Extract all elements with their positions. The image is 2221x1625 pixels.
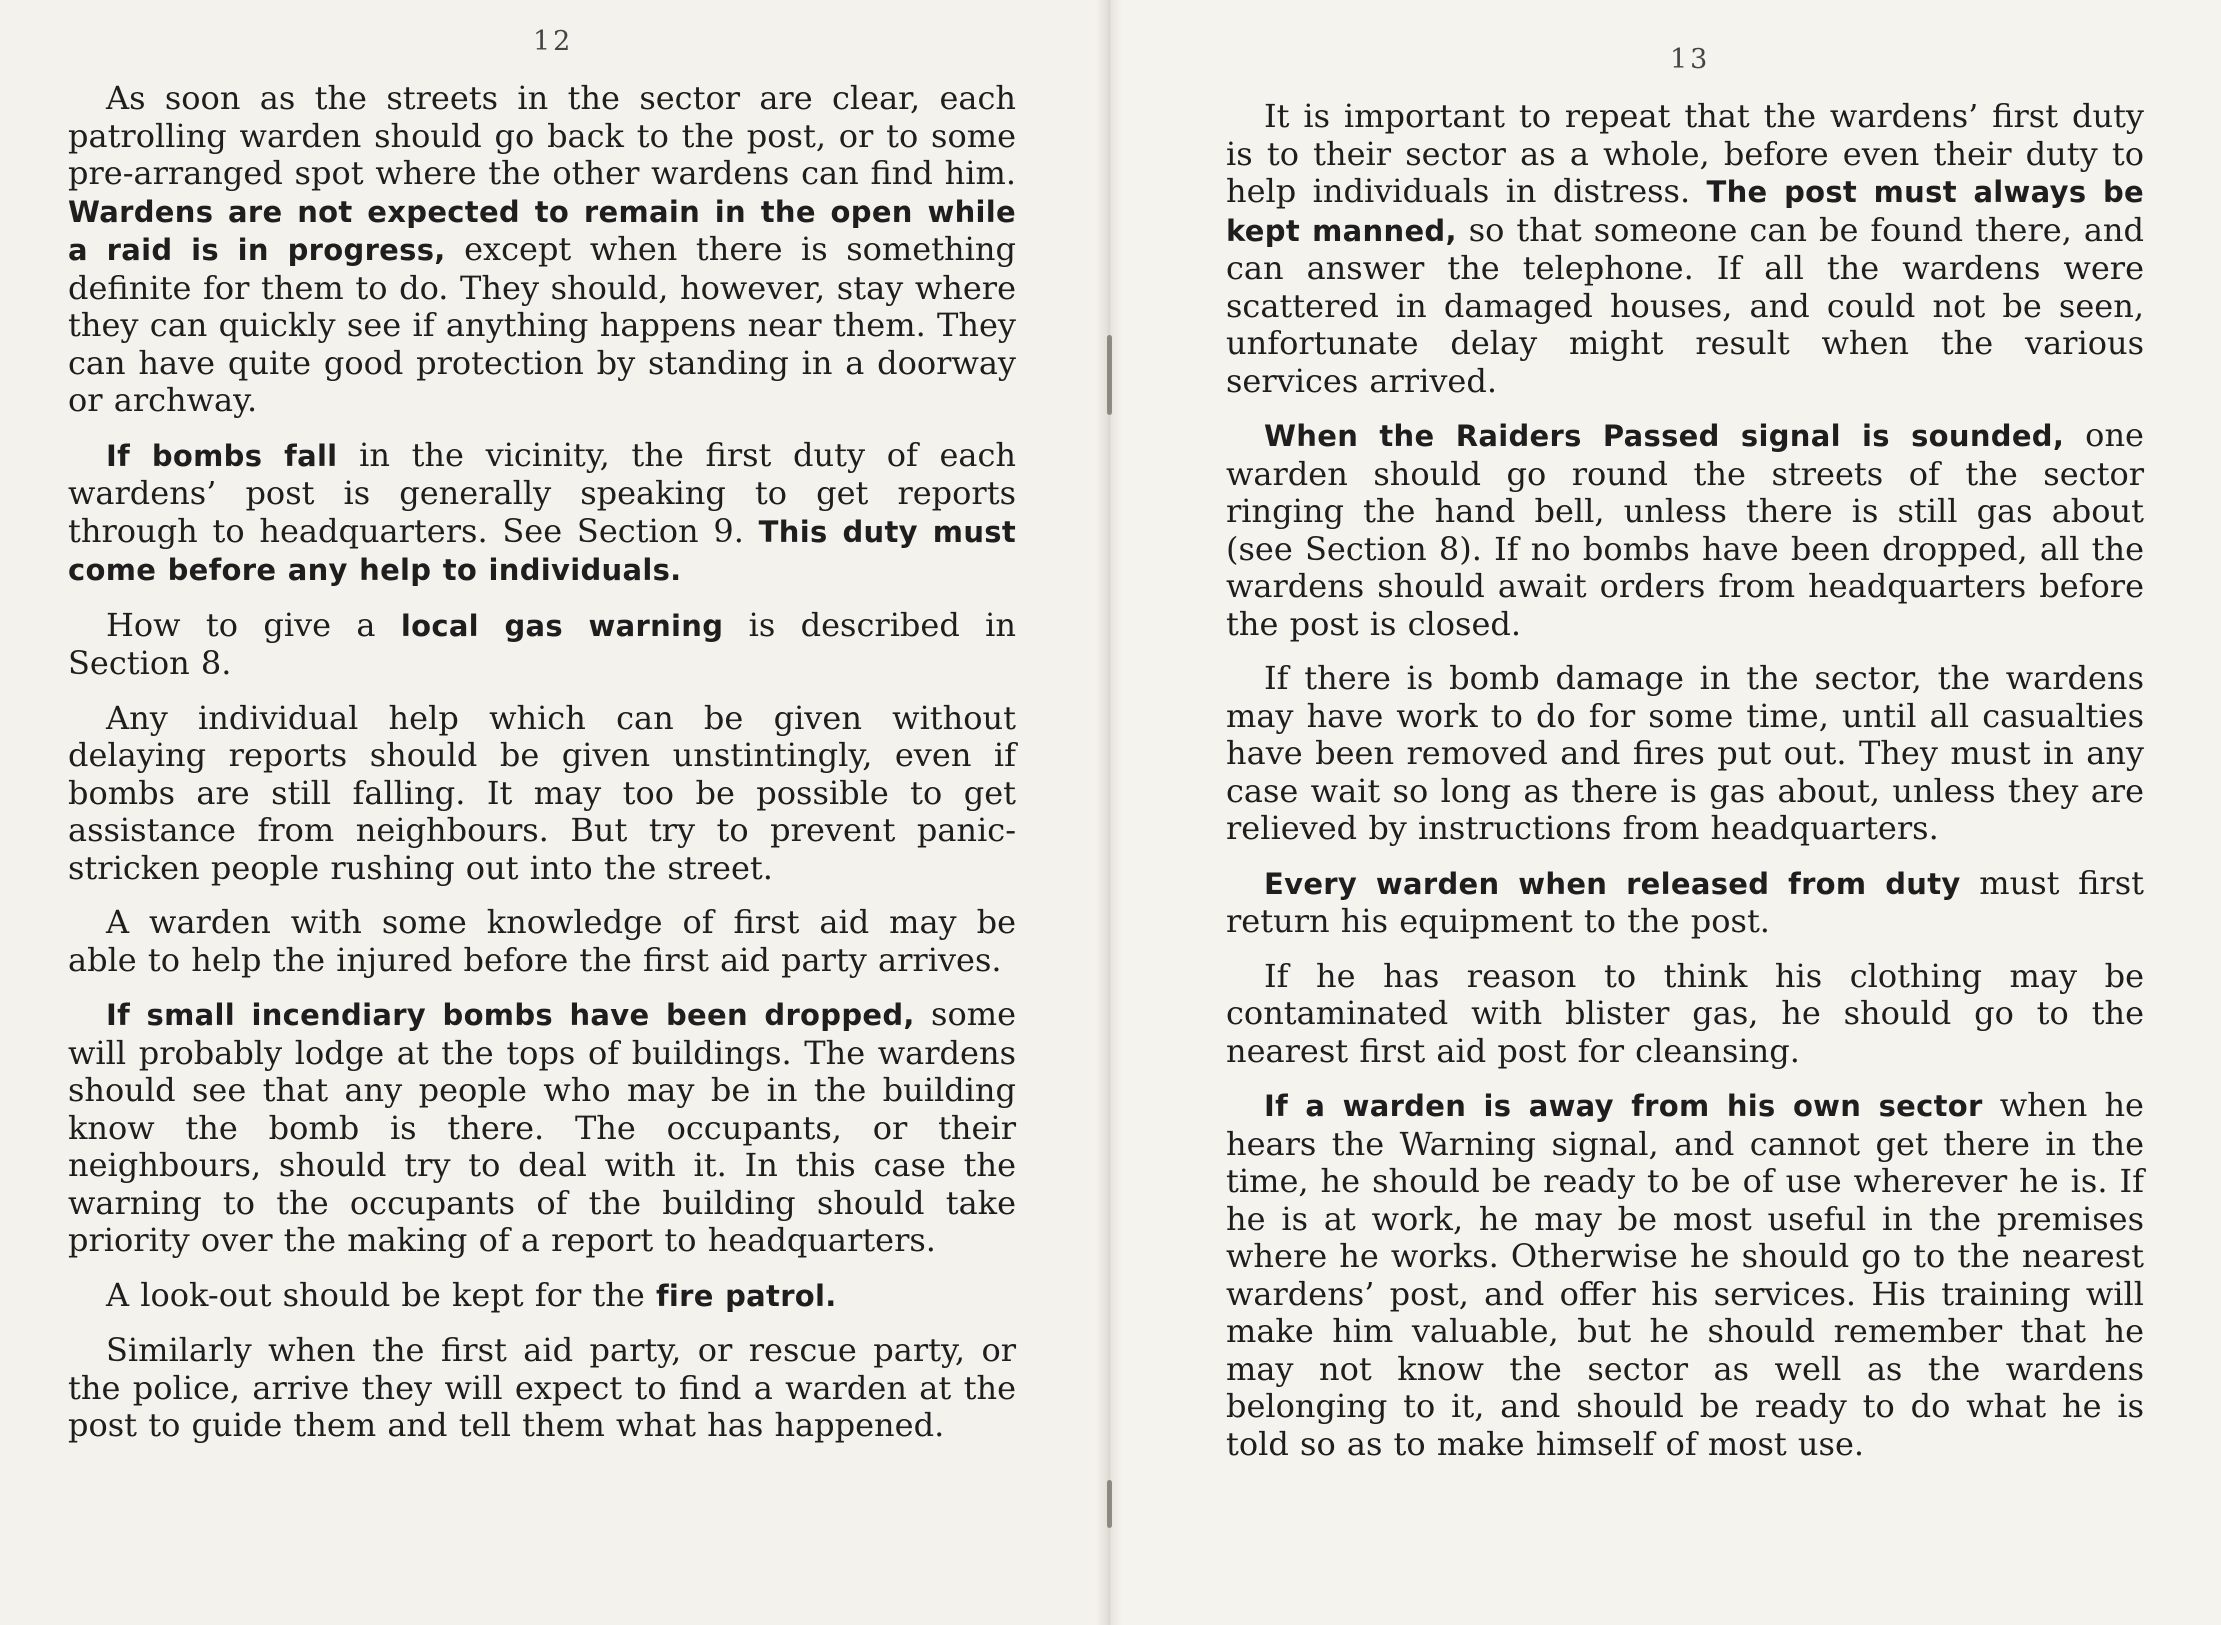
right-page — [1108, 0, 2221, 1625]
bold-phrase: The post must always be kept manned, — [1226, 175, 2144, 248]
paragraph — [1226, 417, 2144, 643]
text-run: Any individual help which can be given without delaying reports should be given unstintingly, even if bombs are still falling. It may too be possible to get assistance from neighbours. But try to prevent panic-stricken people rushing out into the street. — [68, 698, 1016, 887]
bold-phrase: Every warden when released from duty — [1264, 866, 1961, 901]
paragraph — [68, 1277, 1016, 1316]
bold-phrase: This duty must come before any help to individuals. — [68, 514, 1016, 587]
left-page — [0, 0, 1108, 1625]
text-run: If there is bomb damage in the sector, the wardens may have work to do for some time, until all casualties have been removed and fires put out. They must in any case wait so long as there is gas about, unless they are relieved by instructions from headquarters. — [1226, 659, 2144, 847]
paragraph — [68, 607, 1016, 683]
paragraph — [68, 996, 1016, 1260]
paragraph — [68, 1332, 1016, 1445]
page-number: 12 — [533, 26, 574, 57]
page-number: 13 — [1670, 44, 1711, 75]
text-run: If he has reason to think his clothing may be contaminated with blister gas, he should go to the nearest first aid post for cleansing. — [1226, 956, 2144, 1070]
text-run: It is important to repeat that the wardens’ first duty is to their sector as a whole, before even their duty to help individuals in distress. — [1226, 97, 2144, 210]
binding-mark — [1107, 1480, 1112, 1528]
text-run: so that someone can be found there, and can answer the telephone. If all the wardens were scattered in damaged houses, and could not be seen, unfortunate delay might result when the various services arrived. — [1226, 210, 2145, 400]
text-run: is described in Section 8. — [68, 605, 1017, 682]
text-run: A look-out should be kept for the — [106, 1275, 656, 1314]
text-run: in the vicinity, the first duty of each wardens’ post is generally speaking to get reports through to headquarters. See Section 9. — [68, 435, 1016, 550]
paragraph — [68, 80, 1016, 420]
bold-phrase: When the Raiders Passed signal is sounded, — [1264, 419, 2065, 453]
paragraph — [68, 437, 1016, 590]
paragraph — [1226, 865, 2144, 941]
bold-phrase: fire patrol. — [655, 1278, 837, 1313]
paragraph — [1226, 1087, 2144, 1463]
text-run: except when there is something definite for them to do. They should, however, stay where they can quickly see if anything happens near them. They can have quite good protection by standing in a doorway or archway. — [68, 230, 1016, 419]
text-run: one warden should go round the streets of the sector ringing the hand bell, unless there is still gas about (see Section 8). If no bombs have been dropped, all the wardens should await orders from headquarters before the post is closed. — [1226, 416, 2144, 643]
paragraph — [68, 700, 1016, 888]
bold-phrase: local gas warning — [400, 608, 724, 643]
bold-phrase: If small incendiary bombs have been dropped, — [106, 998, 915, 1032]
text-run: As soon as the streets in the sector are clear, each patrolling warden should go back to the post, or to some pre-arranged spot where the other wardens can find him. — [68, 79, 1016, 192]
paragraph — [1226, 958, 2144, 1071]
bold-phrase: If a warden is away from his own sector — [1264, 1089, 1983, 1123]
text-run: must first return his equipment to the post. — [1226, 863, 2145, 940]
text-run: when he hears the Warning signal, and cannot get there in the time, he should be ready to be of use wherever he is. If he is at work, he may be most useful in the premises where he works. Otherwise he should go to the nearest wardens’ post, and offer his services. His training will make him valuable, but he should remember that he may not know the sector as well as the wardens belonging to it, and should be ready to do what he is told so as to make himself of most use. — [1226, 1086, 2144, 1463]
text-run: A warden with some knowledge of first aid may be able to help the injured before the first aid party arrives. — [68, 903, 1016, 979]
page-body — [68, 80, 1016, 1462]
paragraph — [1226, 98, 2144, 400]
text-run: How to give a — [106, 605, 401, 644]
text-run: some will probably lodge at the tops of buildings. The wardens should see that any people who may be in the building know the bomb is there. The occupants, or their neighbours, should try to deal with it. In this case the warning to the occupants of the building should take priority over the making of a report to headquarters. — [68, 995, 1017, 1259]
paragraph — [1226, 660, 2144, 848]
text-run: Similarly when the first aid party, or rescue party, or the police, arrive they will expect to find a warden at the post to guide them and tell them what has happened. — [68, 1331, 1016, 1444]
bold-phrase: If bombs fall — [106, 438, 338, 473]
paragraph — [68, 904, 1016, 979]
page-body — [1226, 98, 2144, 1480]
book-gutter — [1096, 0, 1122, 1625]
bold-phrase: Wardens are not expected to remain in the open while a raid is in progress, — [68, 194, 1016, 267]
binding-mark — [1107, 335, 1112, 415]
